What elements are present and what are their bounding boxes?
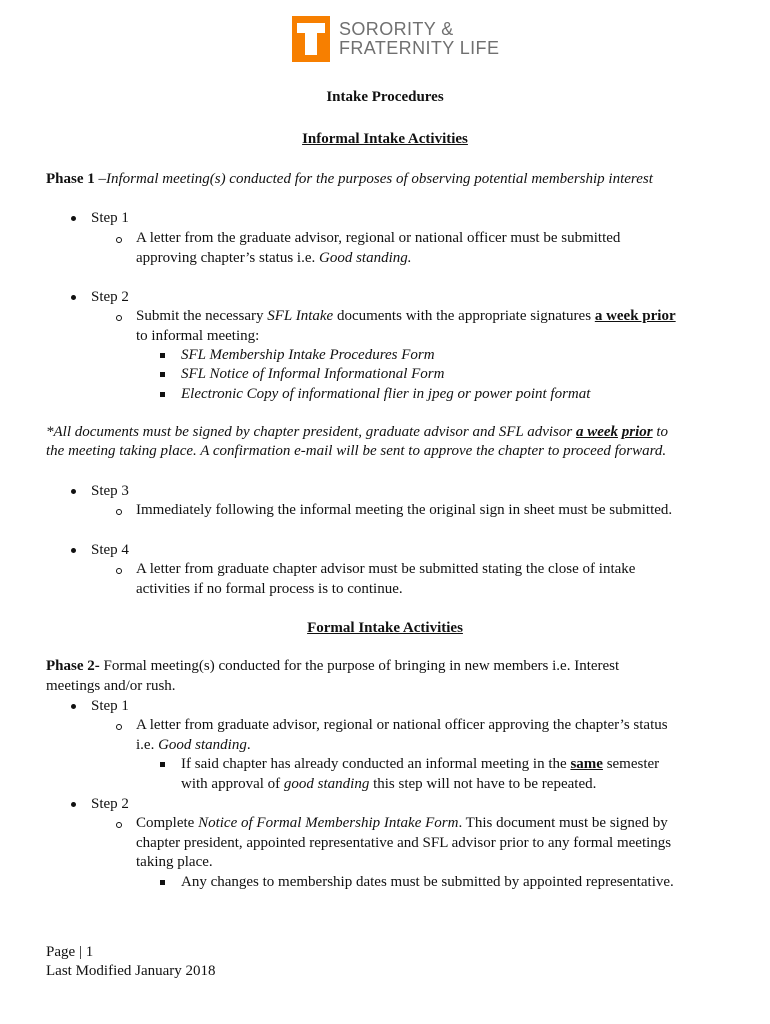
phase-2-description: Formal meeting(s) conducted for the purpose of bringing in new members i.e. Interest <box>99 658 620 674</box>
formal-heading: Formal Intake Activities <box>307 620 463 636</box>
required-document-3: Electronic Copy of informational flier in jpeg or power point format <box>181 385 590 405</box>
page-label: Page <box>46 944 76 960</box>
phase-1-dash: – <box>94 171 106 187</box>
formal-step-2-line-3: taking place. <box>136 854 213 870</box>
text-part: to <box>652 424 669 440</box>
logo-wordmark <box>339 20 499 58</box>
prior-emphasis: prior <box>621 424 653 440</box>
formal-step-2-sub-line-1: Any changes to membership dates must be submitted by appointed representative. <box>181 873 674 893</box>
text-part: semester <box>602 756 660 772</box>
text-part: *All documents must be signed by chapter president, graduate advisor and SFL advisor <box>46 424 576 440</box>
phase-1-description: Informal meeting(s) conducted for the purposes of observing potential membership interest <box>106 171 653 187</box>
logo-line-2: FRATERNITY LIFE <box>339 38 500 58</box>
formal-step-1-line-2 <box>136 736 251 756</box>
informal-step-2-line-1 <box>136 307 676 327</box>
good-standing-term: Good standing <box>158 737 247 753</box>
phase-1-line <box>46 170 653 190</box>
text-part: . <box>246 737 251 753</box>
formal-step-1-sub-line-2 <box>181 775 596 795</box>
power-t-logo-icon <box>292 16 330 62</box>
phase-1-label: Phase 1 <box>46 171 95 187</box>
good-standing-term: good standing <box>283 776 370 792</box>
text-part: i.e. <box>136 737 159 753</box>
text-part: . This document must be signed by <box>458 815 668 831</box>
same-emphasis: same <box>570 756 603 772</box>
formal-step-2-line-1 <box>136 814 668 834</box>
informal-step-3-line-1: Immediately following the informal meeting the original sign in sheet must be submitted. <box>136 501 672 521</box>
phase-2-line-2: meetings and/or rush. <box>46 678 176 694</box>
week-prior-emphasis: a week prior <box>594 308 676 324</box>
informal-step-1: Step 1 <box>91 209 129 229</box>
logo-line-1: SORORITY & <box>339 19 454 39</box>
signature-note-line-1 <box>46 423 668 443</box>
informal-step-1-line-1: A letter from the graduate advisor, regional or national officer must be submitted <box>136 229 620 249</box>
informal-step-4-line-2: activities if no formal process is to continue. <box>136 581 403 597</box>
formal-step-1-line-1: A letter from graduate advisor, regional or national officer approving the chapter’s status <box>136 716 668 736</box>
text-part: this step will not have to be repeated. <box>369 776 597 792</box>
signature-note-line-2: the meeting taking place. A confirmation e-mail will be sent to approve the chapter to proceed forward. <box>46 443 667 459</box>
page-number: 1 <box>85 944 94 960</box>
required-document-2: SFL Notice of Informal Informational Form <box>181 365 444 385</box>
required-document-1: SFL Membership Intake Procedures Form <box>181 346 435 366</box>
text-part: with approval of <box>181 776 284 792</box>
text-part: Complete <box>136 815 199 831</box>
informal-step-1-status-text: approving chapter’s status i.e. <box>136 250 320 266</box>
informal-step-4-line-1: A letter from graduate chapter advisor must be submitted stating the close of intake <box>136 560 635 580</box>
informal-step-3: Step 3 <box>91 482 129 502</box>
phase-2-line-1 <box>46 657 619 677</box>
phase-2-label: Phase 2- <box>46 658 100 674</box>
page-title: Intake Procedures <box>326 89 444 105</box>
formal-step-1: Step 1 <box>91 697 129 717</box>
page-number-footer <box>46 943 93 963</box>
last-modified: Last Modified January 2018 <box>46 963 216 979</box>
informal-step-2-line-2: to informal meeting: <box>136 328 260 344</box>
a-week-emphasis: a week <box>575 424 619 440</box>
sfl-logo <box>292 16 499 62</box>
informal-step-4: Step 4 <box>91 541 129 561</box>
formal-step-2-line-2: chapter president, appointed representative and SFL advisor prior to any formal meetings <box>136 835 672 851</box>
text-part: If said chapter has already conducted an informal meeting in the <box>181 756 571 772</box>
formal-notice-form-term: Notice of Formal Membership Intake Form <box>198 815 459 831</box>
informal-step-1-line-2 <box>136 249 412 269</box>
text-part: Submit the necessary <box>136 308 268 324</box>
formal-step-1-sub-line-1 <box>181 755 659 775</box>
sfl-intake-term: SFL Intake <box>267 308 334 324</box>
page-separator: | <box>75 944 86 960</box>
formal-step-2: Step 2 <box>91 795 129 815</box>
informal-step-2: Step 2 <box>91 288 129 308</box>
text-part: documents with the appropriate signatures <box>333 308 595 324</box>
good-standing-term: Good standing. <box>319 250 412 266</box>
informal-heading: Informal Intake Activities <box>302 131 468 147</box>
